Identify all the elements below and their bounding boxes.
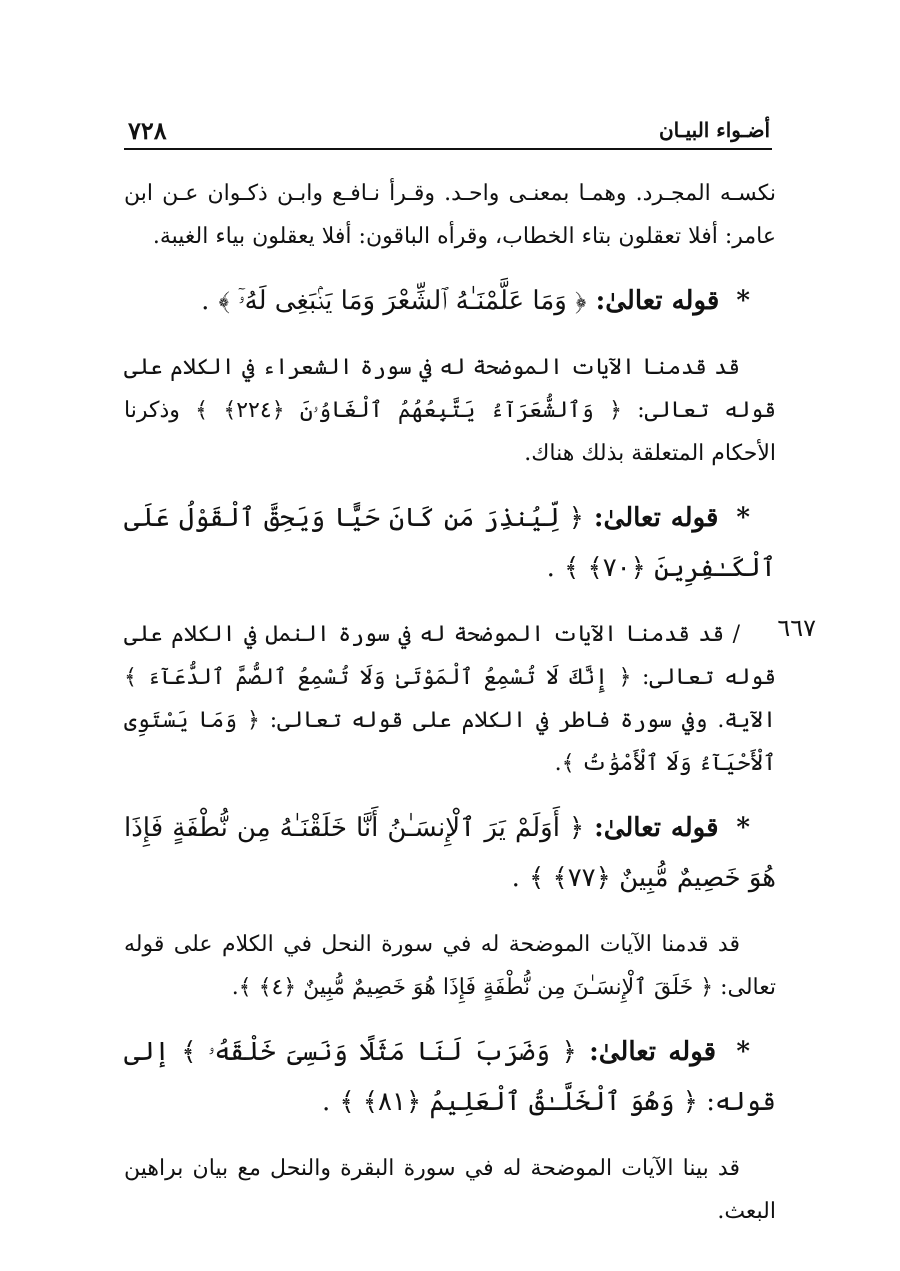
paragraph xyxy=(124,613,816,785)
verse-heading xyxy=(124,1027,776,1127)
heading-tail: . xyxy=(511,863,520,893)
star-marker: * xyxy=(736,286,750,316)
paragraph xyxy=(124,172,776,258)
star-marker: * xyxy=(736,503,750,533)
quran-verse: ﴿ أَوَلَمْ يَرَ ٱلْإِنسَـٰنُ أَنَّا خَلَقْنَـٰهُ مِن نُّطْفَةٍ فَإِذَا هُوَ خَصِيمٌ مُّبِينٌ ﴿٧٧﴾ ﴾ xyxy=(124,813,776,893)
paragraph-text: قد قدمنا الآيات الموضحة له في سورة النحل في الكلام على قوله تعالى: ﴿ خَلَقَ ٱلْإِنسَـٰنَ مِن نُّطْفَةٍ فَإِذَا هُوَ خَصِيمٌ مُّبِينٌ ﴿٤﴾ ﴾. xyxy=(124,932,776,1000)
margin-page-reference: ٦٦٧ xyxy=(777,614,816,642)
heading-lead: قوله تعالىٰ: xyxy=(593,503,719,533)
paragraph-text: / قد قدمنا الآيات الموضحة له في سورة النمل في الكلام على قوله تعالى: ﴿ إِنَّكَ لَا تُسْمِعُ ٱلْمَوْتَىٰ وَلَا تُسْمِعُ ٱلصُّمَّ ٱلدُّعَآءَ ﴾ الآية. وفي سورة فاطر في الكلام على قوله تعالى: ﴿ وَمَا يَسْتَوِى ٱلْأَحْيَآءُ وَلَا ٱلْأَمْوَٰتُ ﴾. xyxy=(124,622,776,776)
quran-verse: ﴿ لِّيُنذِرَ مَن كَانَ حَيًّا وَيَحِقَّ ٱلْقَوْلُ عَلَى ٱلْكَـٰفِرِينَ ﴿٧٠﴾ ﴾ xyxy=(124,503,776,583)
heading-tail: . xyxy=(321,1087,331,1117)
paragraph xyxy=(124,923,776,1009)
page-header xyxy=(124,112,772,150)
star-marker: * xyxy=(736,1037,751,1067)
paragraph-text: قد بينا الآيات الموضحة له في سورة البقرة والنحل مع بيان براهين البعث. xyxy=(124,1156,776,1224)
heading-lead: قوله تعالىٰ: xyxy=(595,286,720,316)
quran-verse: ﴿ وَضَرَبَ لَنَا مَثَلًا وَنَسِىَ خَلْقَهُۥ ﴾ إلى قوله: ﴿ وَهُوَ ٱلْخَلَّـٰقُ ٱلْعَلِيمُ ﴿٨١﴾ ﴾ xyxy=(124,1037,776,1117)
verse-heading xyxy=(124,803,776,903)
quran-verse: ﴿ وَمَا عَلَّمْنَـٰهُ ٱلشِّعْرَ وَمَا يَنۢبَغِى لَهُۥٓ ﴾ xyxy=(218,286,587,316)
paragraph xyxy=(124,346,776,475)
heading-tail: . xyxy=(201,286,210,316)
paragraph-text: نكسـه المجـرد. وهمـا بمعنـى واحـد. وقـرأ نـافـع وابـن ذكـوان عـن ابن عامر: أفلا تعقلون بتاء الخطاب، وقرأه الباقون: أفلا يعقلون بياء الغيبة. xyxy=(124,181,776,249)
verse-heading xyxy=(124,493,776,593)
heading-lead: قوله تعالىٰ: xyxy=(594,813,719,843)
paragraph xyxy=(124,1147,776,1233)
heading-lead: قوله تعالىٰ: xyxy=(589,1037,717,1067)
paragraph-text: قد قدمنا الآيات الموضحة له في سورة الشعراء في الكلام على قوله تعالى: ﴿ وَٱلشُّعَرَآءُ يَتَّبِعُهُمُ ٱلْغَاوُۥنَ ﴿٢٢٤﴾ ﴾ وذكرنا الأحكام المتعلقة بذلك هناك. xyxy=(124,355,776,466)
page-number: ٧٢٨ xyxy=(128,116,167,145)
book-title: أضـواء البيـان xyxy=(658,118,770,142)
verse-heading xyxy=(124,276,776,326)
page-body xyxy=(124,172,816,1251)
heading-tail: . xyxy=(546,553,555,583)
star-marker: * xyxy=(736,813,750,843)
